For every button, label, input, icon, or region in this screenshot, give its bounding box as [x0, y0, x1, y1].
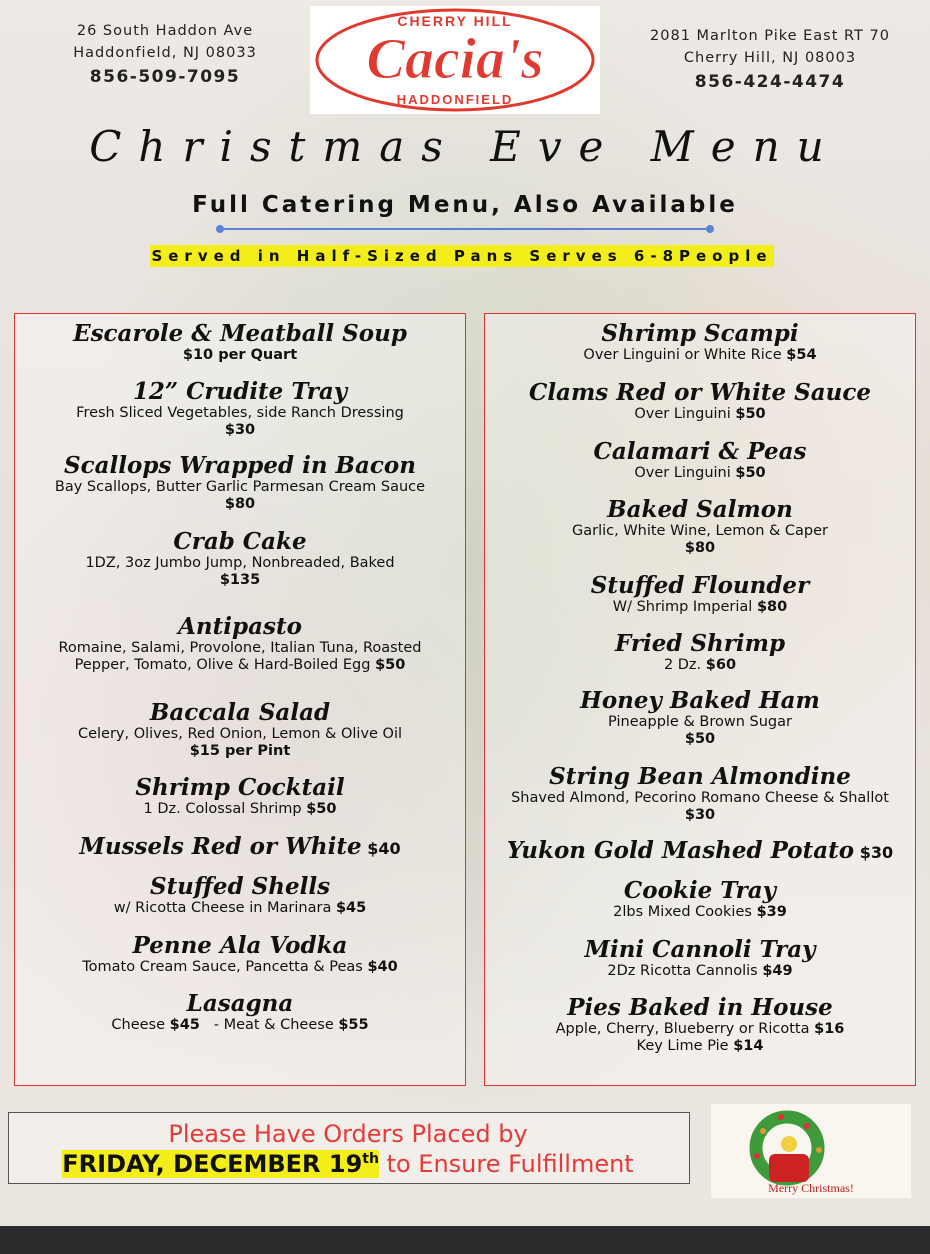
haddonfield-street: 26 South Haddon Ave [76, 23, 254, 39]
menu-item-name-text: Antipasto [178, 613, 302, 640]
menu-item-name-text: Yukon Gold Mashed Potato [506, 837, 855, 864]
description-text: W/ Shrimp Imperial [612, 599, 757, 615]
menu-item [15, 378, 465, 439]
cherry-hill-street: 2081 Marlton Pike East RT 70 [650, 28, 890, 44]
menu-item-name-text: Honey Baked Ham [580, 687, 820, 714]
menu-item-name-text: Scallops Wrapped in Bacon [64, 452, 416, 479]
menu-item-name-text: Crab Cake [173, 528, 307, 555]
menu-item [15, 613, 465, 674]
menu-item-price: $55 [338, 1017, 369, 1033]
order-notice-line2 [8, 1150, 688, 1178]
cherry-hill-city: Cherry Hill, NJ 08003 [683, 50, 857, 66]
menu-subtitle: Full Catering Menu, Also Available [192, 192, 738, 218]
menu-item-description [15, 900, 465, 917]
menu-item [15, 452, 465, 513]
menu-item-description [15, 555, 465, 572]
menu-item-name [485, 320, 915, 347]
menu-item-name-text: Stuffed Flounder [590, 572, 810, 599]
description-text: 1 Dz. Colossal Shrimp [143, 801, 307, 817]
menu-item-name [485, 379, 915, 406]
description-text: Pepper, Tomato, Olive & Hard-Boiled Egg [74, 657, 376, 673]
order-notice-line1: Please Have Orders Placed by [168, 1120, 528, 1148]
menu-item-name-text: String Bean Almondine [549, 763, 851, 790]
menu-item-name [15, 833, 465, 862]
bottom-bar [0, 1226, 930, 1254]
menu-item-price: $50 [375, 657, 406, 673]
haddonfield-address [40, 20, 290, 88]
menu-item [485, 877, 915, 921]
menu-item-description [485, 904, 915, 921]
description-text: Celery, Olives, Red Onion, Lemon & Olive Oil [77, 726, 403, 742]
menu-item-description [485, 599, 915, 616]
menu-item-price: $50 [684, 731, 716, 747]
menu-item-price: $54 [786, 347, 817, 363]
menu-item-price: $80 [224, 496, 256, 512]
menu-item-name [485, 438, 915, 465]
logo-bottom-text: HADDONFIELD [396, 92, 514, 107]
cherry-hill-phone: 856-424-4474 [694, 72, 846, 92]
menu-item-price: $30 [854, 843, 894, 862]
menu-item-description [485, 540, 915, 557]
menu-item-description [485, 714, 915, 731]
menu-item-name [485, 994, 915, 1021]
menu-item-description [485, 406, 915, 423]
menu-item-price: $39 [756, 904, 787, 920]
menu-item [485, 572, 915, 616]
divider-dot-right [706, 225, 714, 233]
menu-item [485, 630, 915, 674]
left-menu-panel [14, 313, 466, 1086]
description-text: Over Linguini [634, 406, 736, 422]
menu-item-price: $50 [735, 465, 766, 481]
menu-item-name [485, 763, 915, 790]
menu-item [485, 763, 915, 824]
menu-item-name-text: Clams Red or White Sauce [529, 379, 871, 406]
menu-item-name [15, 452, 465, 479]
description-text: Garlic, White Wine, Lemon & Caper [571, 523, 829, 539]
menu-item-price: $60 [705, 657, 737, 673]
menu-item [15, 833, 465, 862]
menu-item-name [485, 687, 915, 714]
menu-item-description [485, 963, 915, 980]
description-text: Shaved Almond, Pecorino Romano Cheese & Shallot [511, 790, 889, 806]
menu-item [485, 994, 915, 1055]
menu-item [485, 438, 915, 482]
menu-item-price: $80 [756, 599, 788, 615]
menu-item-name [15, 990, 465, 1017]
menu-item-name [15, 699, 465, 726]
menu-item-name-text: Mussels Red or White [79, 833, 362, 860]
menu-item-description [15, 657, 465, 674]
menu-item [485, 837, 915, 866]
menu-item-description [15, 479, 465, 496]
menu-item-name-text: Calamari & Peas [593, 438, 807, 465]
menu-item-price: $30 [684, 807, 716, 823]
menu-item [485, 496, 915, 557]
haddonfield-phone: 856-509-7095 [89, 67, 241, 87]
menu-item-price: $50 [306, 801, 337, 817]
menu-item-description [15, 801, 465, 818]
order-notice-tail: to Ensure Fulfillment [378, 1150, 634, 1178]
cacias-logo [310, 6, 600, 114]
menu-item-name [485, 496, 915, 523]
menu-item-name [15, 528, 465, 555]
xmas-caption: Merry Christmas! [768, 1181, 854, 1195]
menu-item-description [15, 422, 465, 439]
description-text: Apple, Cherry, Blueberry or Ricotta [555, 1021, 815, 1037]
logo-top-text: CHERRY HILL [397, 13, 513, 29]
menu-item-price: $45 [335, 900, 367, 916]
description-text: Pineapple & Brown Sugar [608, 714, 792, 730]
description-text: Key Lime Pie [636, 1038, 734, 1054]
menu-item-price: $10 per Quart [182, 347, 298, 363]
menu-item-name-text: Stuffed Shells [149, 873, 331, 900]
menu-item-name [485, 877, 915, 904]
description-text: Over Linguini or White Rice [583, 347, 787, 363]
menu-item [485, 687, 915, 748]
menu-item [15, 699, 465, 760]
menu-item-name [485, 572, 915, 599]
menu-item-name-text: Baked Salmon [607, 496, 793, 523]
menu-item-name-text: Fried Shrimp [614, 630, 786, 657]
logo-brand: Cacia's [366, 26, 544, 91]
haddonfield-city: Haddonfield, NJ 08033 [73, 45, 257, 61]
menu-item-description [485, 465, 915, 482]
serving-note: Served in Half-Sized Pans Serves 6-8People [151, 247, 773, 265]
menu-item [15, 990, 465, 1034]
menu-item-name-text: Pies Baked in House [567, 994, 833, 1021]
deadline-date-text: FRIDAY, DECEMBER 19 [62, 1150, 363, 1178]
menu-item-description [15, 1017, 465, 1034]
menu-item [15, 932, 465, 976]
cherry-hill-address [640, 25, 900, 93]
description-text: Fresh Sliced Vegetables, side Ranch Dressing [76, 405, 404, 421]
menu-item-name [15, 320, 465, 347]
menu-item-description [485, 523, 915, 540]
menu-item-price: $14 [733, 1038, 764, 1054]
menu-item-name [485, 837, 915, 866]
menu-item-description [15, 405, 465, 422]
menu-item-name [15, 932, 465, 959]
menu-item-description [485, 347, 915, 364]
menu-item-description [15, 572, 465, 589]
menu-item [485, 936, 915, 980]
deadline-date-suffix: th [362, 1151, 379, 1167]
menu-item-price: $50 [735, 406, 766, 422]
menu-item-name [485, 936, 915, 963]
menu-item [485, 379, 915, 423]
menu-item-price: $40 [367, 959, 398, 975]
menu-item-price: $16 [814, 1021, 845, 1037]
menu-item-name-text: Lasagna [186, 990, 294, 1017]
description-text: Tomato Cream Sauce, Pancetta & Peas [82, 959, 368, 975]
menu-item-description [485, 1038, 915, 1055]
menu-item-name-text: 12” Crudite Tray [132, 378, 348, 405]
menu-item-description [15, 640, 465, 657]
menu-item-name-text: Shrimp Scampi [601, 320, 799, 347]
menu-item-name-text: Penne Ala Vodka [132, 932, 348, 959]
menu-item-price: $40 [361, 839, 401, 858]
description-text: w/ Ricotta Cheese in Marinara [113, 900, 336, 916]
menu-item-description [485, 807, 915, 824]
menu-item-price: $45 [169, 1017, 200, 1033]
right-menu-panel [484, 313, 916, 1086]
description-text: 2lbs Mixed Cookies [613, 904, 757, 920]
menu-item-description [15, 959, 465, 976]
menu-item-name [485, 630, 915, 657]
menu-item-price: $15 per Pint [189, 743, 291, 759]
menu-item-name-text: Escarole & Meatball Soup [73, 320, 407, 347]
menu-item-description [15, 743, 465, 760]
menu-item-description [15, 496, 465, 513]
description-text: Bay Scallops, Butter Garlic Parmesan Cream Sauce [54, 479, 426, 495]
menu-title: Christmas Eve Menu [89, 122, 841, 171]
menu-item [15, 528, 465, 589]
menu-item [15, 774, 465, 818]
divider-dot-left [216, 225, 224, 233]
menu-item-price: $135 [219, 572, 261, 588]
menu-item-description [485, 731, 915, 748]
menu-item-name-text: Shrimp Cocktail [135, 774, 345, 801]
description-text: 1DZ, 3oz Jumbo Jump, Nonbreaded, Baked [85, 555, 395, 571]
order-deadline-date [62, 1150, 379, 1178]
menu-item-description [485, 790, 915, 807]
menu-item-price: $80 [684, 540, 716, 556]
menu-item-description [485, 657, 915, 674]
menu-item-name [15, 378, 465, 405]
menu-item-name [15, 873, 465, 900]
menu-item-name-text: Baccala Salad [149, 699, 331, 726]
description-text: - Meat & Cheese [199, 1017, 339, 1033]
description-text: Cheese [111, 1017, 170, 1033]
menu-item-description [485, 1021, 915, 1038]
description-text: Romaine, Salami, Provolone, Italian Tuna, Roasted [58, 640, 422, 656]
menu-item-name [15, 613, 465, 640]
christmas-wreath-image [711, 1104, 911, 1198]
menu-item-name-text: Cookie Tray [623, 877, 777, 904]
description-text: 2 Dz. [663, 657, 706, 673]
menu-item-name [15, 774, 465, 801]
menu-item-price: $49 [762, 963, 793, 979]
description-text: Over Linguini [634, 465, 736, 481]
menu-item [15, 873, 465, 917]
description-text: 2Dz Ricotta Cannolis [607, 963, 763, 979]
divider-line [220, 228, 710, 230]
menu-item-name-text: Mini Cannoli Tray [584, 936, 816, 963]
red-bow-icon [769, 1154, 809, 1182]
menu-item [15, 320, 465, 364]
menu-item-price: $30 [224, 422, 256, 438]
menu-item-description [15, 347, 465, 364]
menu-item-description [15, 726, 465, 743]
menu-item [485, 320, 915, 364]
